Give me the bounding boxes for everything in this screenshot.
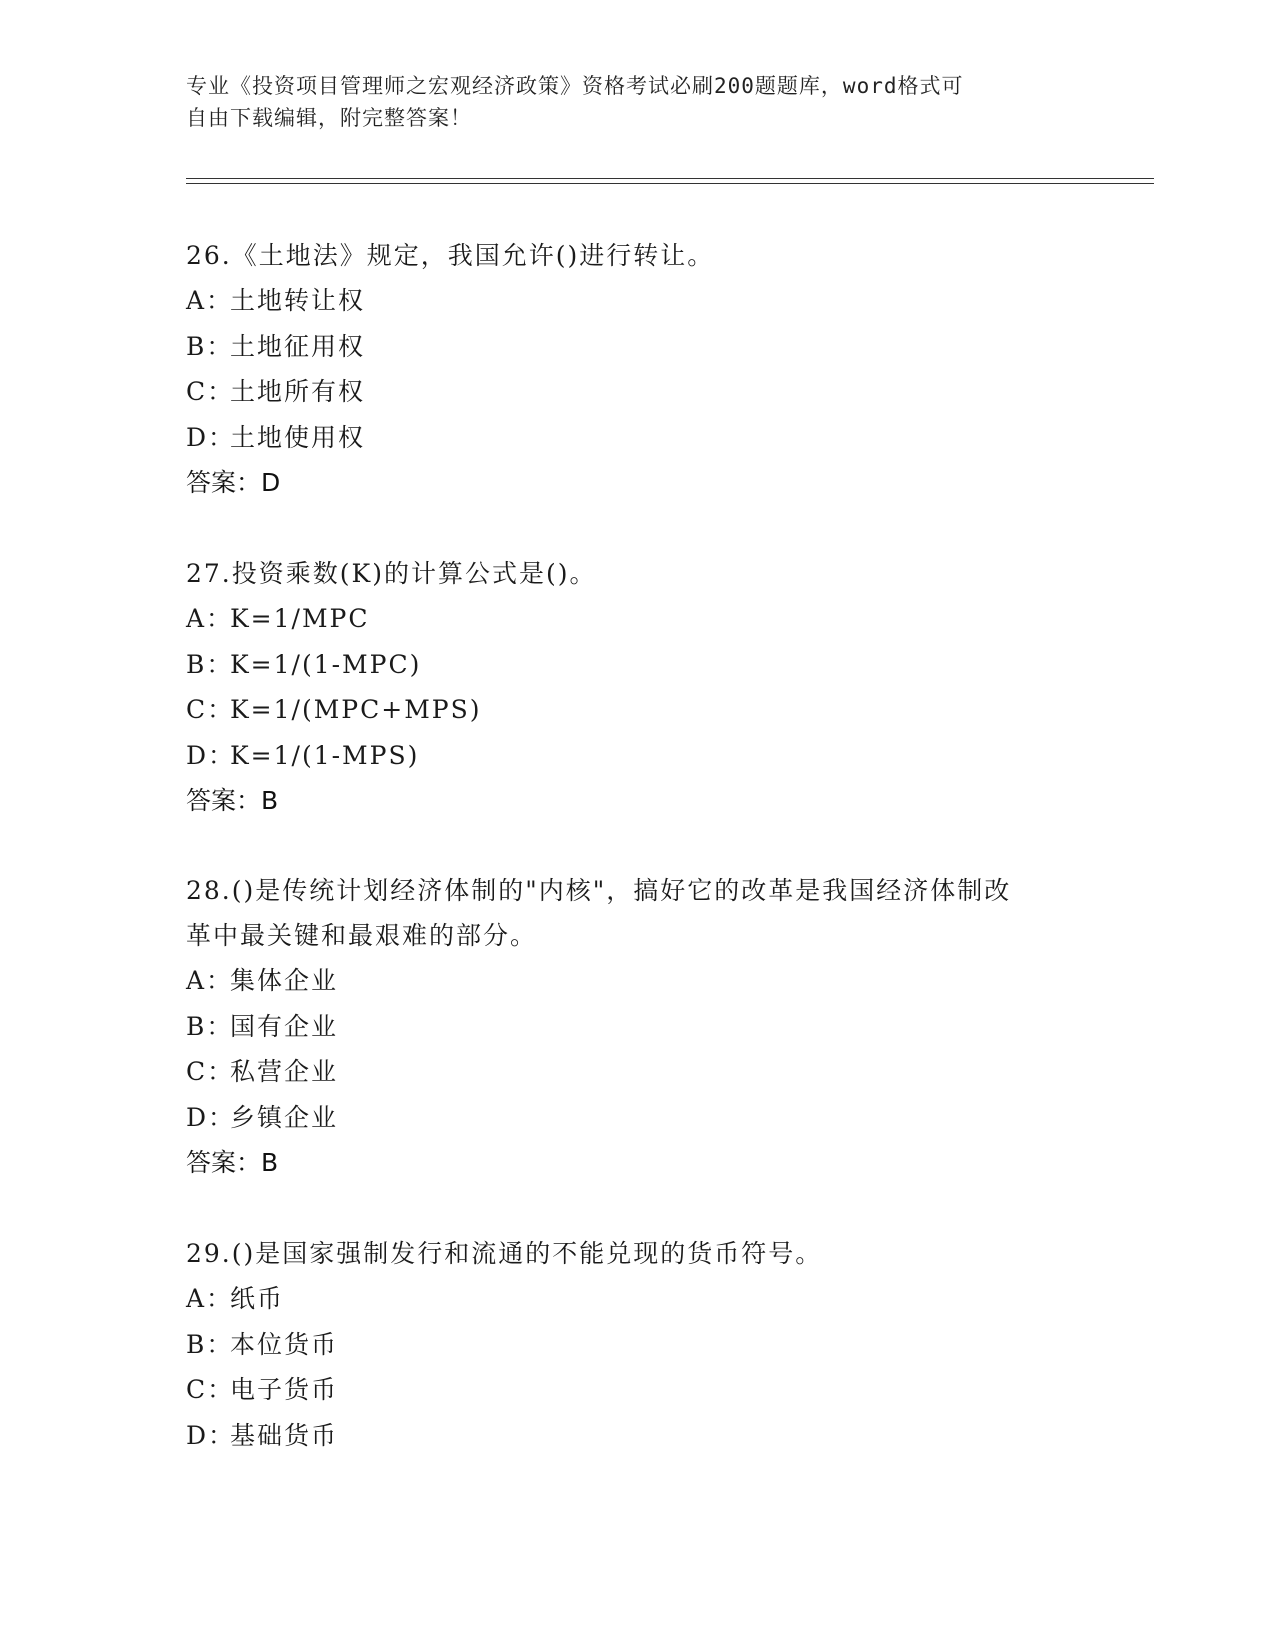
question-stem-line-1: 28.()是传统计划经济体制的"内核"，搞好它的改革是我国经济体制改 [186, 876, 1012, 905]
question-stem: 29.()是国家强制发行和流通的不能兑现的货币符号。 [186, 1239, 823, 1268]
option-d [186, 1095, 1086, 1141]
option-b [186, 324, 1086, 370]
header-divider-top [186, 178, 1154, 179]
question-stem-line-2: 革中最关键和最艰难的部分。 [186, 921, 538, 950]
header-line-1: 专业《投资项目管理师之宏观经济政策》资格考试必刷200题题库，word格式可 [186, 74, 964, 98]
option-text: 土地所有权 [230, 377, 366, 406]
answer-line: 答案：D [186, 468, 281, 497]
option-letter: D： [186, 422, 236, 452]
option-d [186, 415, 1086, 461]
option-c [186, 1367, 1086, 1413]
option-letter: B： [186, 331, 234, 361]
option-text: 纸币 [230, 1284, 285, 1313]
option-letter: B： [186, 1011, 234, 1041]
answer-line: 答案：B [186, 786, 279, 815]
question-28 [186, 868, 1086, 1185]
option-b [186, 642, 1086, 688]
option-a [186, 278, 1086, 324]
option-letter: B： [186, 1329, 234, 1359]
option-text: K=1/(MPC+MPS) [230, 695, 482, 724]
option-text: 电子货币 [230, 1375, 339, 1404]
option-letter: A： [186, 1284, 234, 1313]
option-letter: A： [186, 966, 234, 995]
header-divider-bottom [186, 183, 1154, 184]
question-27 [186, 551, 1086, 823]
option-text: 集体企业 [230, 966, 339, 995]
question-29 [186, 1231, 1086, 1458]
option-b [186, 1322, 1086, 1368]
header-line-2: 自由下载编辑，附完整答案！ [186, 106, 472, 130]
option-text: 乡镇企业 [230, 1102, 339, 1132]
option-text: 本位货币 [230, 1329, 339, 1359]
option-text: K=1/(1-MPC) [230, 649, 422, 679]
option-a [186, 1276, 1086, 1322]
option-letter: D： [186, 1420, 236, 1450]
option-text: 土地使用权 [230, 422, 366, 452]
option-letter: B： [186, 649, 234, 679]
option-letter: C： [186, 1375, 235, 1404]
option-text: 土地征用权 [230, 331, 366, 361]
option-text: K=1/(1-MPS) [230, 740, 420, 770]
option-text: 国有企业 [230, 1011, 339, 1041]
option-c [186, 369, 1086, 415]
option-letter: D： [186, 1102, 236, 1132]
question-26 [186, 233, 1086, 505]
option-d [186, 1413, 1086, 1459]
option-b [186, 1004, 1086, 1050]
option-text: 基础货币 [230, 1420, 339, 1450]
option-text: 土地转让权 [230, 286, 366, 315]
option-text: K=1/MPC [230, 604, 370, 633]
document-header [186, 70, 1076, 134]
option-letter: C： [186, 377, 235, 406]
option-c [186, 1049, 1086, 1095]
option-a [186, 958, 1086, 1004]
option-letter: D： [186, 740, 236, 770]
question-stem: 26.《土地法》规定，我国允许()进行转让。 [186, 241, 715, 270]
option-letter: C： [186, 1057, 235, 1086]
option-text: 私营企业 [230, 1057, 339, 1086]
question-stem: 27.投资乘数(K)的计算公式是()。 [186, 559, 597, 588]
option-letter: C： [186, 695, 235, 724]
option-letter: A： [186, 604, 234, 633]
option-a [186, 596, 1086, 642]
answer-line: 答案：B [186, 1148, 279, 1177]
option-letter: A： [186, 286, 234, 315]
option-c [186, 687, 1086, 733]
option-d [186, 733, 1086, 779]
